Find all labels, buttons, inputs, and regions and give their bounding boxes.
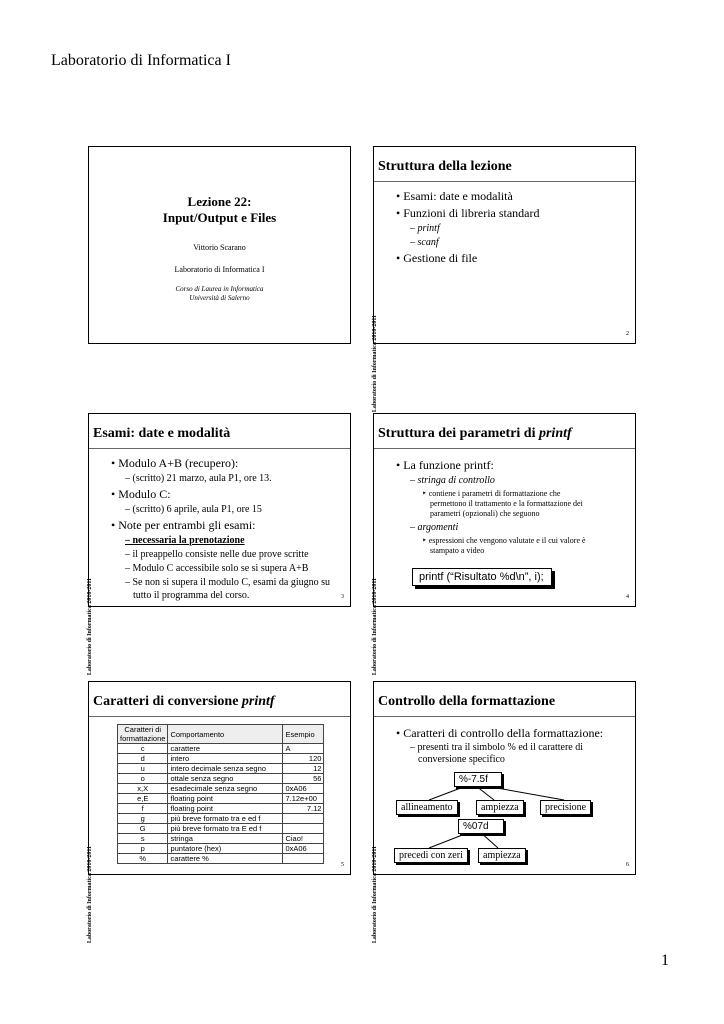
sub-bullet: – necessaria la prenotazione bbox=[125, 535, 245, 546]
slide-title: Esami: date e modalità bbox=[93, 426, 231, 441]
title-divider bbox=[89, 716, 350, 717]
format-string-2: %07d bbox=[458, 819, 504, 834]
label-zero-pad: precedi con zeri bbox=[394, 848, 468, 863]
code-example: printf (“Risultato %d\n”, i); bbox=[412, 568, 552, 586]
sub-bullet: – printf bbox=[410, 223, 440, 234]
table-cell: f bbox=[118, 804, 168, 814]
sub-bullet: – (scritto) 6 aprile, aula P1, ore 15 bbox=[125, 504, 262, 515]
table-cell bbox=[283, 854, 324, 864]
table-cell: x,X bbox=[118, 784, 168, 794]
table-cell: floating point bbox=[168, 794, 283, 804]
table-cell: p bbox=[118, 844, 168, 854]
sub-sub-bullet: ‣ contiene i parametri di formattazione che bbox=[422, 489, 560, 498]
table-cell: 0xA06 bbox=[283, 784, 324, 794]
sub-sub-bullet-cont: permettono il trattamento e la formattazione dei bbox=[430, 499, 583, 508]
table-cell: carattere % bbox=[168, 854, 283, 864]
sub-bullet: – Se non si supera il modulo C, esami da giugno su bbox=[125, 577, 330, 588]
vertical-label bbox=[372, 191, 386, 413]
slide-1 bbox=[88, 146, 351, 344]
table-cell: 7.12e+00 bbox=[283, 794, 324, 804]
slide-title bbox=[378, 426, 572, 442]
title-divider bbox=[89, 448, 350, 449]
table-row bbox=[118, 824, 324, 834]
vertical-label bbox=[372, 722, 386, 944]
slide-title bbox=[93, 694, 275, 710]
table-row bbox=[118, 744, 324, 754]
slide-3 bbox=[87, 413, 351, 676]
table-cell: u bbox=[118, 764, 168, 774]
vertical-label bbox=[87, 454, 101, 676]
slide-degree: Corso di Laurea in Informatica bbox=[175, 285, 264, 293]
page-header: Laboratorio di Informatica I bbox=[51, 52, 231, 69]
column-header: Caratteri di formattazione bbox=[118, 725, 168, 744]
bullet: • Gestione di file bbox=[396, 251, 477, 266]
title-divider bbox=[374, 181, 635, 182]
slide-4 bbox=[372, 413, 636, 676]
table-cell: intero decimale senza segno bbox=[168, 764, 283, 774]
table-cell: 0xA06 bbox=[283, 844, 324, 854]
label-alignment: allineamento bbox=[396, 800, 458, 815]
slide-university: Università di Salerno bbox=[189, 294, 250, 302]
bullet: • Note per entrambi gli esami: bbox=[111, 518, 256, 533]
table-cell: G bbox=[118, 824, 168, 834]
slide-title: Controllo della formattazione bbox=[378, 694, 556, 709]
table-row bbox=[118, 814, 324, 824]
table-row bbox=[118, 804, 324, 814]
vertical-course-label: Laboratorio di Informatica 2010-2011 bbox=[87, 846, 93, 944]
title-divider bbox=[374, 716, 635, 717]
table-cell: 56 bbox=[283, 774, 324, 784]
table-cell: puntatore (hex) bbox=[168, 844, 283, 854]
vertical-course-label: Laboratorio di Informatica 2010-2011 bbox=[372, 846, 378, 944]
title-italic: printf bbox=[241, 694, 275, 709]
table-row bbox=[118, 844, 324, 854]
table-cell: c bbox=[118, 744, 168, 754]
label-width-2: ampiezza bbox=[478, 848, 526, 863]
table-row bbox=[118, 774, 324, 784]
table-row bbox=[118, 794, 324, 804]
table-cell: più breve formato tra e ed f bbox=[168, 814, 283, 824]
sub-bullet: – argomenti bbox=[410, 522, 458, 533]
sub-bullet: – stringa di controllo bbox=[410, 475, 495, 486]
vertical-label bbox=[87, 722, 101, 944]
table-cell: o bbox=[118, 774, 168, 784]
sub-sub-bullet-cont: parametri (opzionali) che seguono bbox=[430, 509, 540, 518]
page-number: 1 bbox=[661, 952, 669, 969]
table-cell: carattere bbox=[168, 744, 283, 754]
slide-number: 5 bbox=[341, 862, 344, 868]
sub-sub-bullet: ‣ espressioni che vengono valutate e il cui valore è bbox=[422, 536, 586, 545]
table-row bbox=[118, 854, 324, 864]
table-row bbox=[118, 834, 324, 844]
slide-5 bbox=[87, 681, 351, 944]
table-cell: ottale senza segno bbox=[168, 774, 283, 784]
table-cell bbox=[283, 824, 324, 834]
table-cell: e,E bbox=[118, 794, 168, 804]
slide-number: 4 bbox=[626, 594, 629, 600]
table-cell: 7.12 bbox=[283, 804, 324, 814]
vertical-course-label: Laboratorio di Informatica 2010-2011 bbox=[87, 578, 93, 676]
table-row bbox=[118, 784, 324, 794]
format-string-1: %-7.5f bbox=[454, 772, 502, 787]
bullet: • Modulo C: bbox=[111, 487, 171, 502]
column-header: Esempio bbox=[283, 725, 324, 744]
table-cell: 120 bbox=[283, 754, 324, 764]
table-row bbox=[118, 754, 324, 764]
label-precision: precisione bbox=[540, 800, 591, 815]
table-cell: s bbox=[118, 834, 168, 844]
table-cell: esadecimale senza segno bbox=[168, 784, 283, 794]
slide-title-line1: Lezione 22: bbox=[187, 194, 252, 209]
sub-bullet-cont: conversione specifico bbox=[418, 754, 505, 765]
bullet: • Modulo A+B (recupero): bbox=[111, 456, 238, 471]
slide-title: Struttura della lezione bbox=[378, 159, 512, 174]
table-cell: 12 bbox=[283, 764, 324, 774]
sub-bullet: – (scritto) 21 marzo, aula P1, ore 13. bbox=[125, 473, 272, 484]
slide-number: 2 bbox=[626, 331, 629, 337]
sub-bullet: – scanf bbox=[410, 237, 439, 248]
bullet: • Funzioni di libreria standard bbox=[396, 206, 540, 221]
title-italic: printf bbox=[538, 426, 572, 441]
bullet: • Caratteri di controllo della formattazione: bbox=[396, 726, 603, 741]
conversion-table bbox=[117, 724, 324, 864]
slide-6 bbox=[372, 681, 636, 944]
table-row bbox=[118, 764, 324, 774]
format-diagram-arrows bbox=[374, 682, 637, 876]
table-cell: A bbox=[283, 744, 324, 754]
table-cell: d bbox=[118, 754, 168, 764]
table-cell: Ciao! bbox=[283, 834, 324, 844]
sub-sub-bullet-cont: stampato a video bbox=[430, 546, 485, 555]
column-header: Comportamento bbox=[168, 725, 283, 744]
table-cell: più breve formato tra E ed f bbox=[168, 824, 283, 834]
table-header-row bbox=[118, 725, 324, 744]
slide-number: 3 bbox=[341, 594, 344, 600]
vertical-course-label: Laboratorio di Informatica 2010-2011 bbox=[372, 315, 378, 413]
vertical-course-label: Laboratorio di Informatica 2010-2011 bbox=[372, 578, 378, 676]
sub-bullet: – Modulo C accessibile solo se si supera A+B bbox=[125, 563, 308, 574]
sub-bullet: – presenti tra il simbolo % ed il carattere di bbox=[410, 742, 583, 753]
vertical-label bbox=[372, 454, 386, 676]
table-cell: g bbox=[118, 814, 168, 824]
title-text: Caratteri di conversione bbox=[93, 694, 239, 709]
table-cell bbox=[283, 814, 324, 824]
table-cell: intero bbox=[168, 754, 283, 764]
table-cell: stringa bbox=[168, 834, 283, 844]
bullet: • La funzione printf: bbox=[396, 458, 494, 473]
title-text: Struttura dei parametri di bbox=[378, 426, 536, 441]
slide-2 bbox=[372, 146, 636, 413]
table-cell: % bbox=[118, 854, 168, 864]
slide-course: Laboratorio di Informatica I bbox=[174, 265, 265, 274]
table-cell: floating point bbox=[168, 804, 283, 814]
sub-bullet-continued: tutto il programma del corso. bbox=[133, 590, 250, 601]
slide-author: Vittorio Scarano bbox=[193, 243, 246, 252]
slide-number: 6 bbox=[626, 862, 629, 868]
bullet: • Esami: date e modalità bbox=[396, 189, 513, 204]
slide-title-line2: Input/Output e Files bbox=[162, 210, 277, 225]
label-width: ampiezza bbox=[476, 800, 524, 815]
title-divider bbox=[374, 448, 635, 449]
sub-bullet: – il preappello consiste nelle due prove scritte bbox=[125, 549, 309, 560]
